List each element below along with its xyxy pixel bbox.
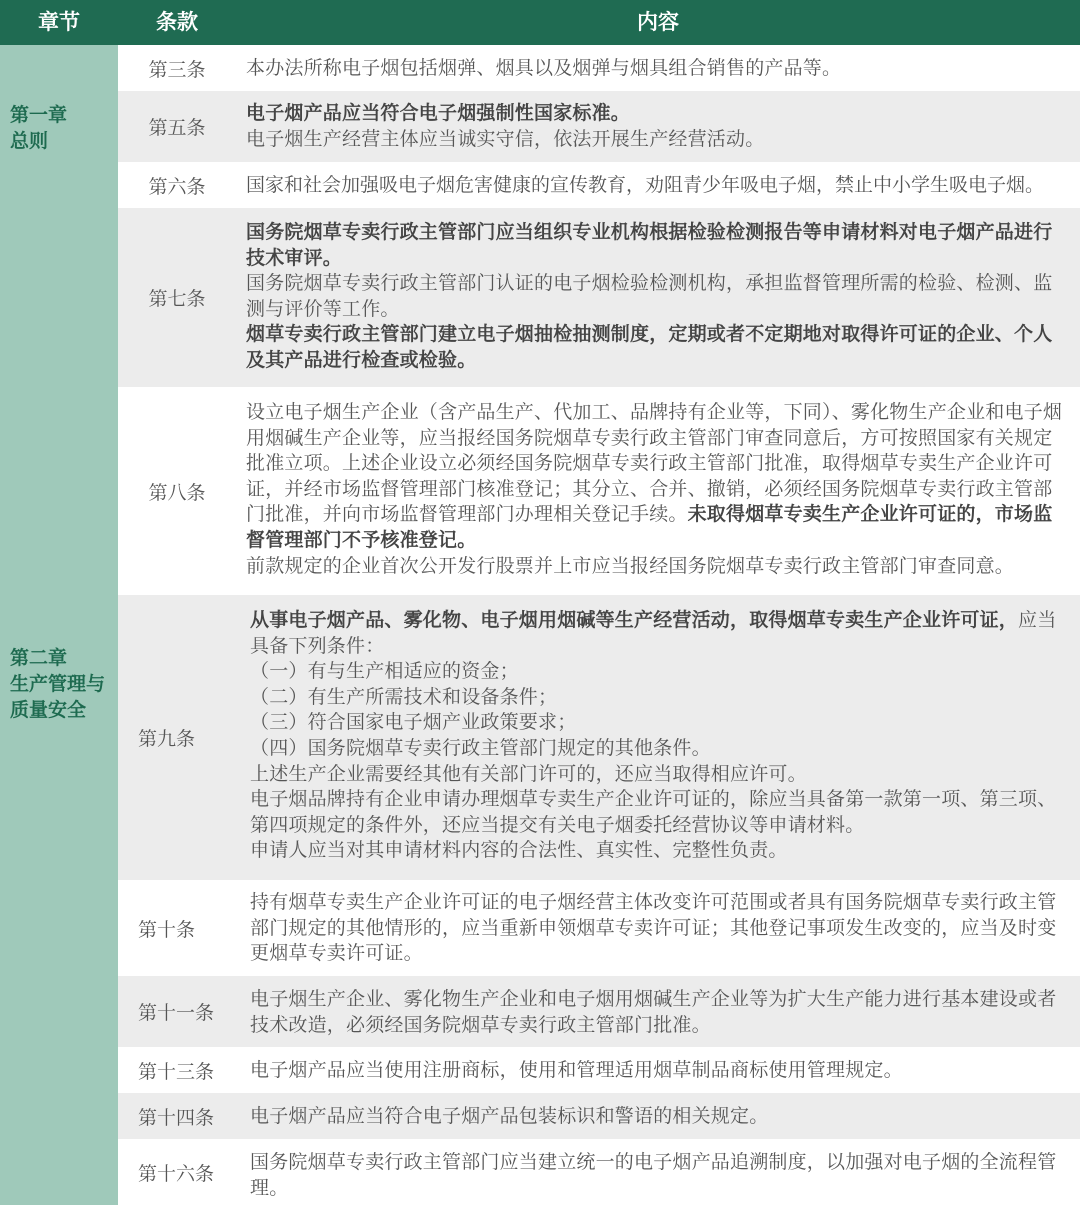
table-header — [0, 0, 1080, 45]
article-text: 设立电子烟生产企业（含产品生产、代加工、品牌持有企业等，下同）、雾化物生产企业和电子烟用烟碱生产企业等，应当报经国务院烟草专卖行政主管部门审查同意后，方可按照国家有关规定批准立项。上述企业设立必须经国务院烟草专卖行政主管部门批准，取得烟草专卖生产企业许可证，并经市场监督管理部门核准登记；其分立、合并、撤销，必须经国务院烟草专卖行政主管部门批准，并向市场监督管理部门办理相关登记手续。 — [246, 401, 1063, 526]
article-text-bold: 烟草专卖行政主管部门建立电子烟抽检抽测制度，定期或者不定期地对取得许可证的企业、个人及其产品进行检查或检验。 — [246, 323, 1053, 371]
table-row — [118, 1093, 1080, 1139]
chapter-label: 质量安全 — [10, 699, 87, 721]
chapter-cell-2 — [0, 208, 118, 1205]
article-number: 第三条 — [148, 58, 206, 81]
article-text: （二）有生产所需技术和设备条件； — [250, 685, 558, 708]
table-row — [118, 162, 1080, 208]
table-row — [118, 208, 1080, 387]
article-number: 第十三条 — [138, 1060, 215, 1083]
article-text: 国务院烟草专卖行政主管部门认证的电子烟检验检测机构，承担监督管理所需的检验、检测、监测与评价等工作。 — [246, 272, 1053, 320]
article-number: 第十条 — [138, 918, 196, 941]
chapter-label: 生产管理与 — [10, 673, 106, 695]
article-text: 电子烟生产企业、雾化物生产企业和电子烟用烟碱生产企业等为扩大生产能力进行基本建设或者技术改造，必须经国务院烟草专卖行政主管部门批准。 — [250, 988, 1057, 1036]
table-row — [118, 387, 1080, 595]
article-text: 国务院烟草专卖行政主管部门应当建立统一的电子烟产品追溯制度，以加强对电子烟的全流程管理。 — [250, 1151, 1057, 1199]
article-text: 申请人应当对其申请材料内容的合法性、真实性、完整性负责。 — [250, 839, 788, 862]
article-text-bold: 未取得烟草专卖生产企业许可证的，市场监督管理部门不予核准登记。 — [246, 503, 1053, 551]
article-text: 电子烟生产经营主体应当诚实守信，依法开展生产经营活动。 — [246, 127, 765, 150]
article-text: （三）符合国家电子烟产业政策要求； — [250, 711, 577, 734]
chapter-cell-1 — [0, 45, 118, 208]
table-row — [118, 595, 1080, 880]
article-text-bold: 国务院烟草专卖行政主管部门应当组织专业机构根据检验检测报告等申请材料对电子烟产品进行技术审评。 — [246, 221, 1053, 269]
article-text: 电子烟品牌持有企业申请办理烟草专卖生产企业许可证的，除应当具备第一款第一项、第三项、第四项规定的条件外，还应当提交有关电子烟委托经营协议等申请材料。 — [250, 788, 1057, 836]
table-row — [118, 1139, 1080, 1205]
article-text: 上述生产企业需要经其他有关部门许可的，还应当取得相应许可。 — [250, 762, 807, 785]
article-text: 前款规定的企业首次公开发行股票并上市应当报经国务院烟草专卖行政主管部门审查同意。 — [246, 554, 1015, 577]
article-text: （一）有与生产相适应的资金； — [250, 660, 519, 683]
header-chapter: 章节 — [38, 10, 80, 34]
article-number: 第五条 — [148, 117, 206, 139]
article-text-bold: 从事电子烟产品、雾化物、电子烟用烟碱等生产经营活动，取得烟草专卖生产企业许可证， — [250, 609, 1019, 631]
article-number: 第十六条 — [138, 1162, 215, 1185]
chapter-label: 第一章 — [10, 104, 68, 126]
header-content: 内容 — [637, 10, 679, 34]
article-number: 第十四条 — [138, 1106, 215, 1129]
article-number: 第十一条 — [138, 1002, 215, 1024]
article-text: 电子烟产品应当符合电子烟产品包装标识和警语的相关规定。 — [250, 1105, 769, 1127]
article-text: 国家和社会加强吸电子烟危害健康的宣传教育，劝阻青少年吸电子烟，禁止中小学生吸电子烟。 — [246, 174, 1045, 196]
article-text: 应当具备下列条件： — [250, 609, 1057, 657]
header-article: 条款 — [156, 10, 198, 34]
table-row — [118, 1047, 1080, 1093]
table-row — [118, 45, 1080, 91]
article-text-bold: 电子烟产品应当符合电子烟强制性国家标准。 — [246, 102, 631, 124]
article-text: 本办法所称电子烟包括烟弹、烟具以及烟弹与烟具组合销售的产品等。 — [246, 57, 842, 79]
article-number: 第六条 — [148, 175, 206, 198]
table-row — [118, 880, 1080, 976]
article-text: 电子烟产品应当使用注册商标，使用和管理适用烟草制品商标使用管理规定。 — [250, 1059, 903, 1081]
article-number: 第九条 — [138, 728, 196, 750]
article-text: （四）国务院烟草专卖行政主管部门规定的其他条件。 — [250, 736, 711, 759]
table-row — [118, 91, 1080, 162]
table-row — [118, 976, 1080, 1047]
article-number: 第八条 — [148, 481, 206, 504]
chapter-label: 第二章 — [10, 647, 68, 669]
chapter-label: 总则 — [10, 130, 49, 152]
article-text: 持有烟草专卖生产企业许可证的电子烟经营主体改变许可范围或者具有国务院烟草专卖行政主管部门规定的其他情形的，应当重新申领烟草专卖许可证；其他登记事项发生改变的，应当及时变更烟草专卖许可证。 — [250, 891, 1057, 965]
article-number: 第七条 — [148, 288, 206, 310]
